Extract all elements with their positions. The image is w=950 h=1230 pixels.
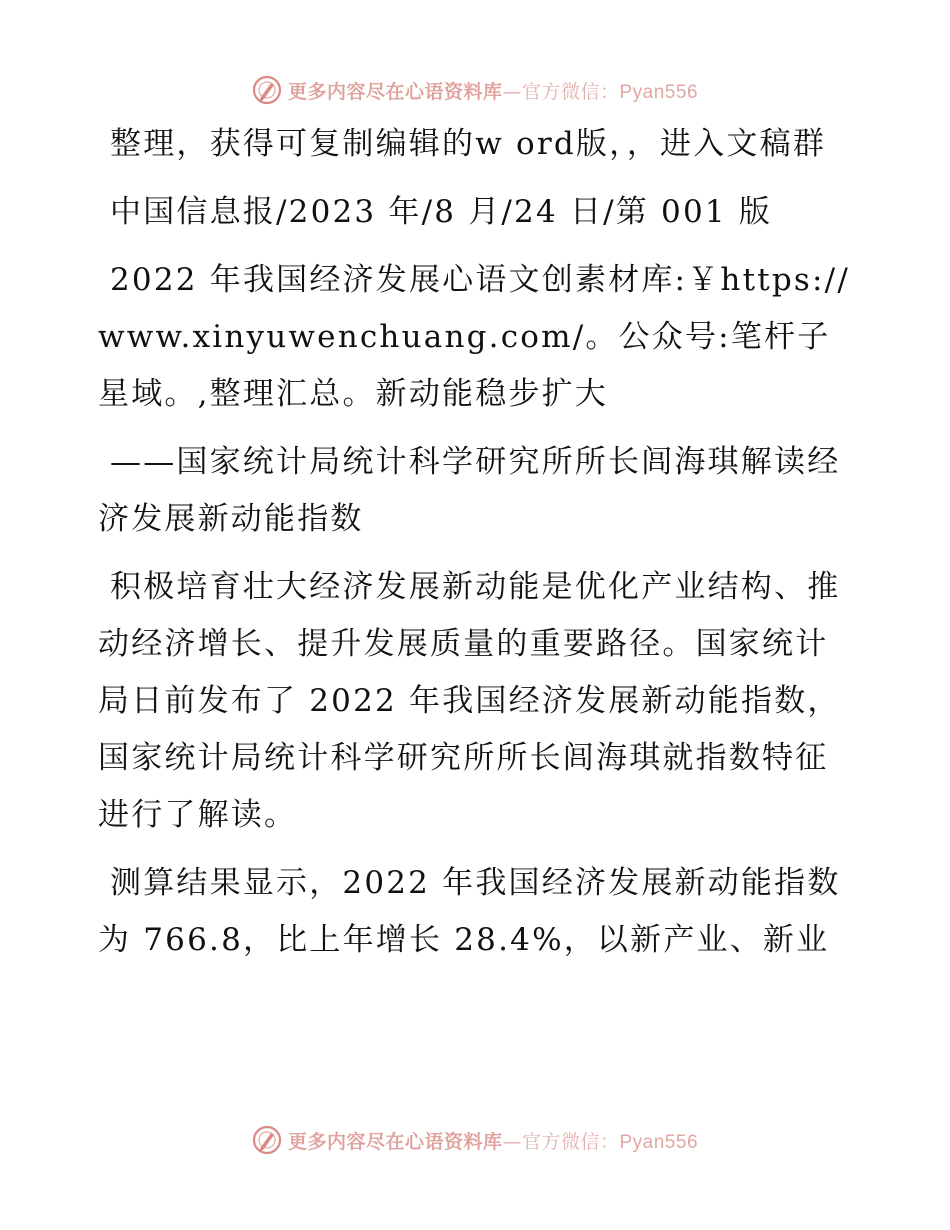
paragraph-body-1: 积极培育壮大经济发展新动能是优化产业结构、推动经济增长、提升发展质量的重要路径。国家统计局日前发布了 2022 年我国经济发展新动能指数，国家统计局统计科学研究所所长闾海琪就指数特征进行了解读。 [98, 569, 841, 833]
paragraph-intro: 整理，获得可复制编辑的w ord版，，进入文稿群 [110, 126, 827, 162]
footer-watermark [0, 1120, 950, 1160]
watermark-text: 更多内容尽在心语资料库—官方微信：Pyan556 [287, 1130, 699, 1153]
pen-logo-icon [252, 1125, 282, 1155]
paragraph-source: 中国信息报/2023 年/8 月/24 日/第 001 版 [110, 194, 773, 230]
header-watermark [0, 70, 950, 110]
paragraph-body-2: 测算结果显示，2022 年我国经济发展新动能指数为 766.8，比上年增长 28.4%，以新产业、新业 [98, 865, 841, 958]
pen-logo-icon [252, 75, 282, 105]
paragraph-title: 2022 年我国经济发展心语文创素材库:￥https://www.xinyuwenchuang.com/。公众号:笔杆子星域。,整理汇总。新动能稳步扩大 [98, 262, 850, 412]
paragraph-subtitle: ——国家统计局统计科学研究所所长闾海琪解读经济发展新动能指数 [98, 444, 841, 537]
watermark-text: 更多内容尽在心语资料库—官方微信：Pyan556 [287, 80, 699, 103]
document-body [98, 116, 858, 980]
